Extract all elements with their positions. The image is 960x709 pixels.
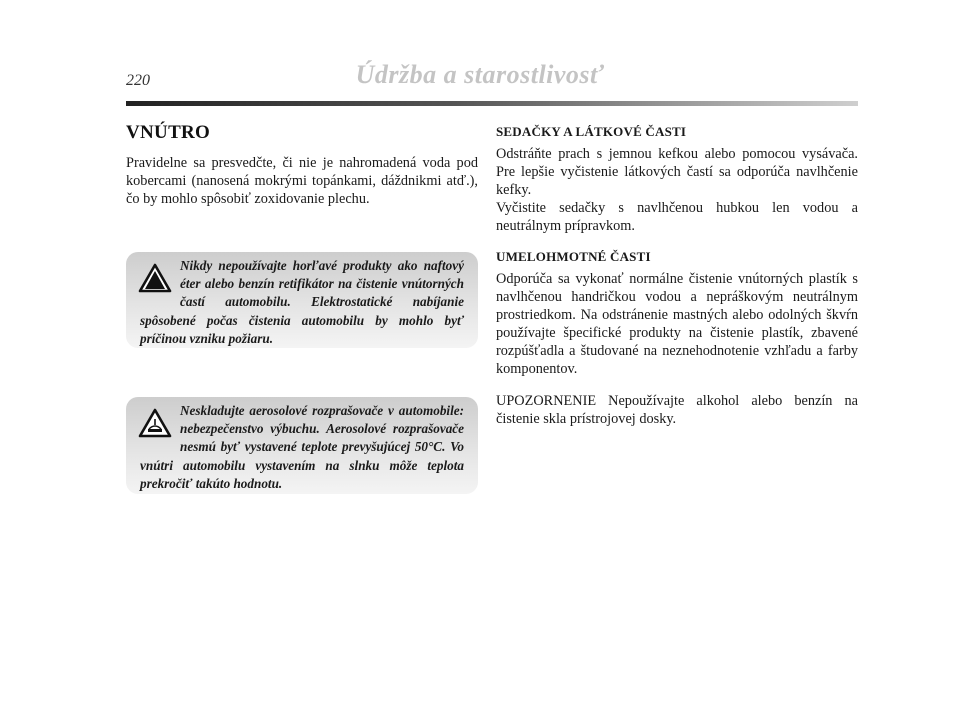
paragraph: Odporúča sa vykonať normálne čistenie vnútorných plastík s navlhčenou handričkou vodou a nepráškovým neutrálnym prostriedkom. Na odstránenie mastných alebo odolných škvŕn používajte špecifické produkty na čistenie plastík, zbavené rozpúšťadla a študované na neznehodnotenie vzhľadu a farby komponentov. [496, 271, 858, 377]
section-heading: VNÚTRO [126, 122, 211, 143]
warning-text: Nikdy nepoužívajte horľavé produkty ako naftový éter alebo benzín retifikátor na čistenie vnútorných častí automobilu. Elektrostatické nabíjanie spôsobené počas čistenia automobilu by mohlo byť príčinou vzniku požiaru. [140, 258, 464, 346]
header-rule [126, 101, 858, 106]
paragraph: Odstráňte prach s jemnou kefkou alebo pomocou vysávača. Pre lepšie vyčistenie látkových častí sa odporúča navlhčenie kefky. [496, 146, 858, 198]
right-column [496, 124, 858, 428]
subheading-seats: SEDAČKY A LÁTKOVÉ ČASTI [496, 124, 687, 139]
paragraph: Vyčistite sedačky s navlhčenou hubkou len vodou a neutrálnym prípravkom. [496, 200, 858, 234]
flammable-warning-box [126, 252, 478, 348]
warning-text: Neskladujte aerosolové rozprašovače v automobile: nebezpečenstvo výbuchu. Aerosolové rozprašovače nesmú byť vystavené teplote prevyšujúcej 50°C. Vo vnútri automobilu vystavením na slnku môže teplota prekročiť takúto hodnotu. [140, 403, 464, 491]
subheading-plastics: UMELOHMOTNÉ ČASTI [496, 249, 651, 264]
chapter-title: Údržba a starostlivosť [355, 60, 605, 89]
intro-paragraph: Pravidelne sa presvedčte, či nie je nahromadená voda pod kobercami (nanosená mokrými topánkami, dáždnikmi atď.), čo by mohlo spôsobiť zoxidovanie plechu. [126, 155, 478, 207]
page-number: 220 [126, 72, 150, 89]
caution-paragraph: UPOZORNENIE Nepoužívajte alkohol alebo benzín na čistenie skla prístrojovej dosky. [496, 393, 858, 427]
aerosol-warning-box [126, 397, 478, 494]
left-column [126, 122, 478, 208]
